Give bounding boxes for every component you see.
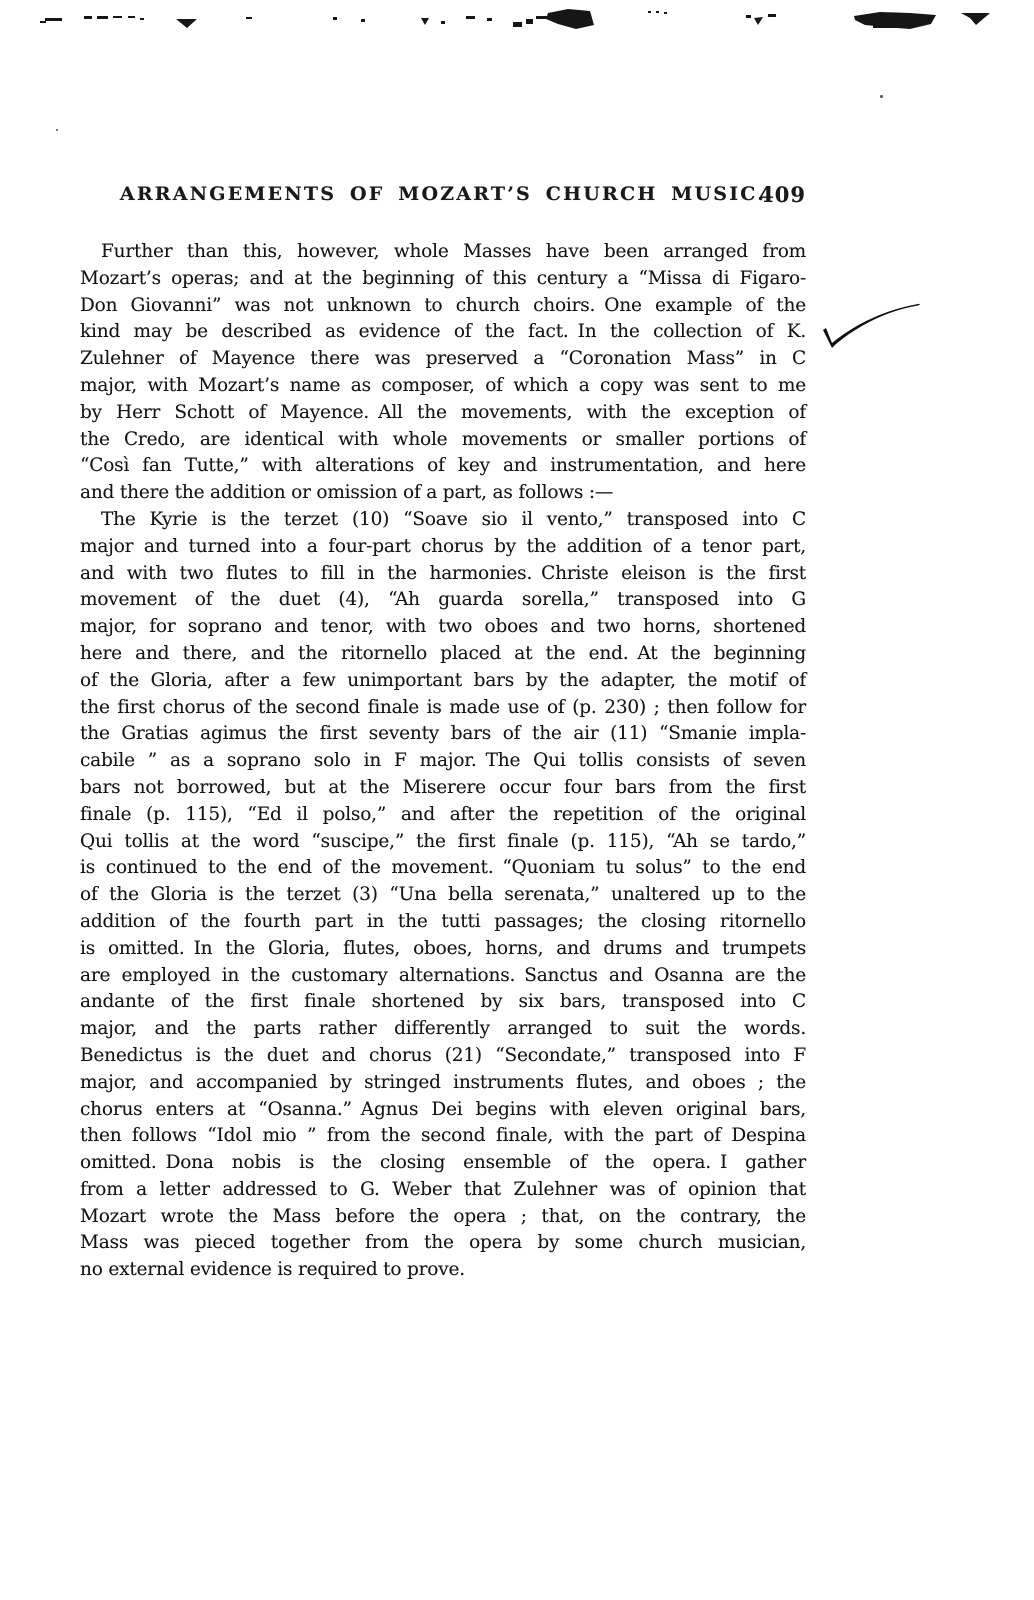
ink-speck — [56, 129, 58, 131]
text-line: major, with Mozart’s name as composer, of which a copy was sent to me — [80, 374, 806, 396]
handwritten-checkmark — [818, 298, 926, 356]
text-line: addition of the fourth part in the tutti passages; the closing ritornello — [80, 910, 806, 932]
text-line: Zulehner of Mayence there was preserved a “Coronation Mass” in C — [80, 348, 806, 370]
text-line: no external evidence is required to prove. — [80, 1259, 465, 1281]
text-line: finale (p. 115), “Ed il polso,” and after the repetition of the original — [80, 803, 806, 825]
running-title: ARRANGEMENTS OF MOZART’S CHURCH MUSIC. — [119, 183, 767, 205]
text-line: the first chorus of the second finale is made use of (p. 230) ; then follow for — [80, 696, 806, 718]
text-line: of the Gloria, after a few unimportant bars by the adapter, the motif of — [80, 669, 806, 691]
text-line: andante of the first finale shortened by six bars, transposed into C — [80, 991, 806, 1013]
text-line: kind may be described as evidence of the fact. In the collection of K. — [80, 321, 806, 343]
text-line: by Herr Schott of Mayence. All the movements, with the exception of — [80, 401, 806, 423]
text-line: “Così fan Tutte,” with alterations of key and instrumentation, and here — [80, 455, 806, 477]
text-line: major and turned into a four-part chorus by the addition of a tenor part, — [80, 535, 806, 557]
text-line: Benedictus is the duet and chorus (21) “Secondate,” transposed into F — [80, 1044, 806, 1066]
ink-speck — [880, 95, 883, 98]
text-line: here and there, and the ritornello placed at the end. At the beginning — [80, 642, 806, 664]
text-line: and with two flutes to fill in the harmonies. Christe eleison is the first — [80, 562, 806, 584]
text-line: and there the addition or omission of a part, as follows :— — [80, 482, 614, 504]
text-line: Don Giovanni” was not unknown to church choirs. One example of the — [80, 294, 806, 316]
text-line: Further than this, however, whole Masses have been arranged from — [101, 241, 806, 262]
text-line: bars not borrowed, but at the Miserere occur four bars from the first — [80, 776, 806, 798]
text-line: cabile ” as a soprano solo in F major. The Qui tollis consists of seven — [80, 750, 806, 772]
body-text — [80, 239, 806, 1284]
page-header — [80, 183, 806, 209]
text-line: Mozart’s operas; and at the beginning of this century a “Missa di Figaro- — [80, 267, 806, 289]
text-line: The Kyrie is the terzet (10) “Soave sio il vento,” transposed into C — [101, 508, 806, 530]
text-line: Mass was pieced together from the opera by some church musician, — [80, 1232, 806, 1254]
text-line: Mozart wrote the Mass before the opera ; that, on the contrary, the — [80, 1205, 806, 1227]
paragraph-1 — [80, 239, 806, 507]
text-line: the Credo, are identical with whole movements or smaller portions of — [80, 428, 806, 450]
text-line: is omitted. In the Gloria, flutes, oboes, horns, and drums and trumpets — [80, 937, 806, 959]
page-content — [80, 183, 806, 1284]
text-line: movement of the duet (4), “Ah guarda sorella,” transposed into G — [80, 589, 806, 611]
text-line: chorus enters at “Osanna.” Agnus Dei begins with eleven original bars, — [80, 1098, 806, 1120]
text-line: Qui tollis at the word “suscipe,” the first finale (p. 115), “Ah se tardo,” — [80, 830, 806, 852]
text-line: omitted. Dona nobis is the closing ensemble of the opera. I gather — [80, 1152, 806, 1174]
paragraph-2 — [80, 507, 806, 1284]
text-line: then follows “Idol mio ” from the second finale, with the part of Despina — [80, 1125, 806, 1147]
text-line: major, for soprano and tenor, with two oboes and two horns, shortened — [80, 616, 806, 638]
text-line: are employed in the customary alternations. Sanctus and Osanna are the — [80, 964, 806, 986]
text-line: from a letter addressed to G. Weber that Zulehner was of opinion that — [80, 1178, 806, 1200]
scan-artifacts — [0, 0, 1034, 45]
text-line: of the Gloria is the terzet (3) “Una bella serenata,” unaltered up to the — [80, 884, 806, 906]
text-line: the Gratias agimus the first seventy bars of the air (11) “Smanie impla- — [80, 723, 806, 745]
page-number: 409 — [759, 182, 806, 207]
text-line: is continued to the end of the movement. “Quoniam tu solus” to the end — [80, 857, 806, 879]
text-line: major, and the parts rather differently arranged to suit the words. — [80, 1018, 806, 1040]
text-line: major, and accompanied by stringed instruments flutes, and oboes ; the — [80, 1071, 806, 1093]
